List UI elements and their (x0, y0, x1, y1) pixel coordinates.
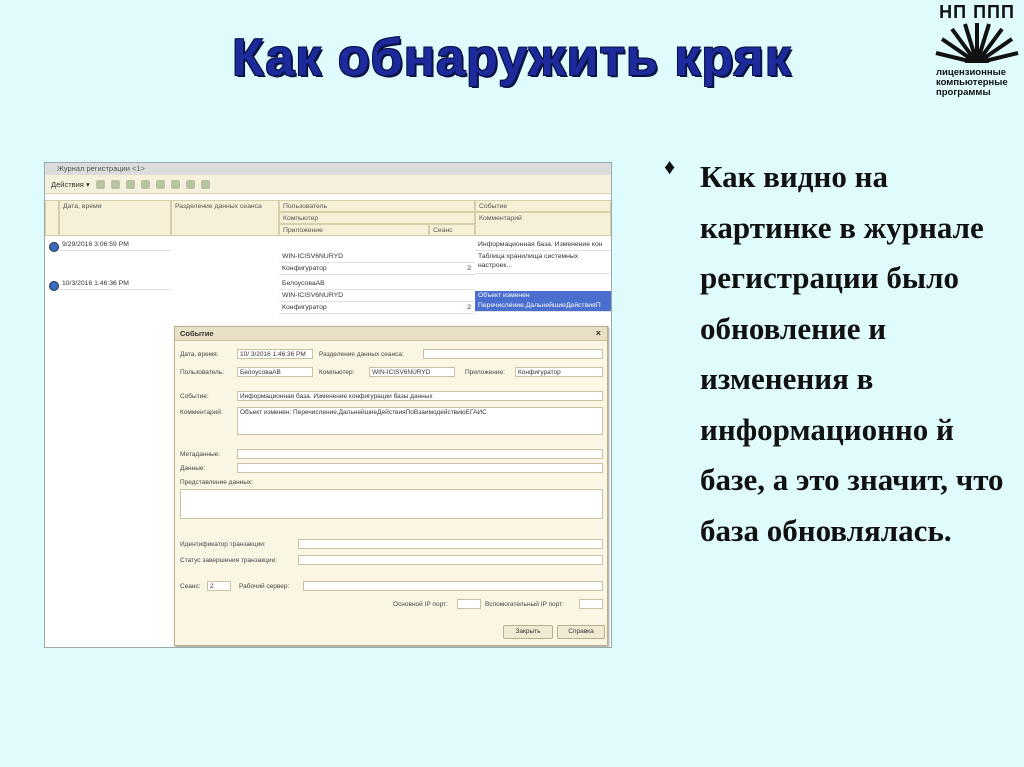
header-event[interactable]: Событие (475, 200, 611, 212)
row2-comment[interactable]: Перечисление.ДальнейшиеДействияП (475, 301, 611, 312)
label-event: Событие: (180, 393, 209, 400)
label-metadata: Метаданные: (180, 451, 221, 458)
logo-top-text: НП ППП (939, 2, 1015, 22)
row2-session[interactable]: 2 (429, 303, 475, 314)
close-button[interactable]: Закрыть (503, 625, 553, 639)
actions-menu[interactable]: Действия ▾ (51, 179, 90, 189)
row2-computer[interactable]: WIN-ICISV6NURYD (279, 291, 475, 302)
row2-date[interactable]: 10/3/2016 1:46:36 PM (59, 279, 171, 290)
field-session[interactable]: 2 (207, 581, 231, 591)
label-session: Сеанс: (180, 583, 201, 590)
row1-event[interactable]: Информационная база. Изменение кон (475, 240, 611, 251)
close-icon[interactable]: × (595, 328, 601, 338)
header-comment[interactable]: Комментарий (475, 212, 611, 236)
label-aux-port: Вспомогательный IP порт: (485, 601, 564, 608)
field-user[interactable]: БелоусоваАВ (237, 367, 313, 377)
header-separation[interactable]: Разделение данных сеанса (171, 200, 279, 236)
label-transaction-id: Идентификатор транзакции: (180, 541, 266, 548)
row1-comment[interactable]: Таблица хранилища системных настроек... (475, 252, 611, 274)
toolbar (45, 175, 611, 194)
logo (932, 2, 1022, 104)
logo-line-1: лицензионные (936, 67, 1006, 78)
field-server[interactable] (303, 581, 603, 591)
settings-icon[interactable] (141, 180, 150, 189)
clear-filter-icon[interactable] (171, 180, 180, 189)
label-representation: Представление данных: (180, 479, 253, 486)
field-separation[interactable] (423, 349, 603, 359)
label-comment: Комментарий: (180, 409, 223, 416)
field-transaction-status[interactable] (298, 555, 603, 565)
row2-event[interactable]: Объект изменен (475, 291, 611, 302)
label-server: Рабочий сервер: (239, 583, 290, 590)
row2-user[interactable]: БелоусоваАВ (279, 279, 475, 290)
header-user[interactable]: Пользователь (279, 200, 475, 212)
header-date[interactable]: Дата, время (59, 200, 171, 236)
row1-computer[interactable]: WIN-ICISV6NURYD (279, 252, 475, 263)
logo-line-3: программы (936, 87, 991, 98)
filter-icon[interactable] (111, 180, 120, 189)
field-comment[interactable]: Объект изменен: Перечисление.ДальнейшиеДействияПоВзаимодействиюЕГАИС (237, 407, 603, 435)
field-data[interactable] (237, 463, 603, 473)
bullet-text: Как видно на картинке в журнале регистрации было обновление и изменения в информационно й базе, а это значит, что база обновлялась. (700, 159, 1004, 548)
label-user: Пользователь: (180, 369, 224, 376)
label-main-port: Основной IP порт: (393, 601, 448, 608)
field-transaction-id[interactable] (298, 539, 603, 549)
row2-app[interactable]: Конфигуратор (279, 303, 429, 314)
label-separation: Разделение данных сеанса: (319, 351, 404, 358)
logo-line-2: компьютерные (936, 77, 1008, 88)
header-session[interactable]: Сеанс (429, 224, 475, 236)
field-representation[interactable] (180, 489, 603, 519)
find-icon[interactable] (126, 180, 135, 189)
window-title: Журнал регистрации <1> (45, 163, 611, 175)
label-transaction-status: Статус завершения транзакции: (180, 557, 277, 564)
event-log-screenshot (44, 162, 612, 648)
label-date: Дата, время: (180, 351, 219, 358)
label-computer: Компьютер: (319, 369, 355, 376)
diamond-bullet-icon: ♦ (664, 154, 676, 179)
info-icon (49, 281, 59, 291)
row1-session[interactable]: 2 (429, 264, 475, 275)
export-icon[interactable] (156, 180, 165, 189)
field-app[interactable]: Конфигуратор (515, 367, 603, 377)
dialog-title (175, 327, 607, 341)
field-metadata[interactable] (237, 449, 603, 459)
field-event[interactable]: Информационная база. Изменение конфигурации базы данных (237, 391, 603, 401)
row1-app[interactable]: Конфигуратор (279, 264, 429, 275)
label-data: Данные: (180, 465, 206, 472)
header-computer[interactable]: Компьютер (279, 212, 475, 224)
info-icon (49, 242, 59, 252)
help-button[interactable]: Справка (557, 625, 605, 639)
refresh-icon[interactable] (96, 180, 105, 189)
field-date[interactable]: 10/ 3/2016 1:46:36 PM (237, 349, 313, 359)
field-aux-port[interactable] (579, 599, 603, 609)
field-computer[interactable]: WIN-ICISV6NURYD (369, 367, 455, 377)
reload-icon[interactable] (201, 180, 210, 189)
slide-title: Как обнаружить кряк (232, 29, 792, 87)
icon-column-header (45, 200, 59, 236)
row1-date[interactable]: 9/29/2016 3:06:59 PM (59, 240, 171, 251)
dialog-title-text: Событие (180, 329, 214, 338)
event-dialog (174, 326, 608, 646)
label-app: Приложение: (465, 369, 505, 376)
header-app[interactable]: Приложение (279, 224, 429, 236)
sort-icon[interactable] (186, 180, 195, 189)
logo-sunburst-icon (932, 23, 1022, 63)
field-main-port[interactable] (457, 599, 481, 609)
